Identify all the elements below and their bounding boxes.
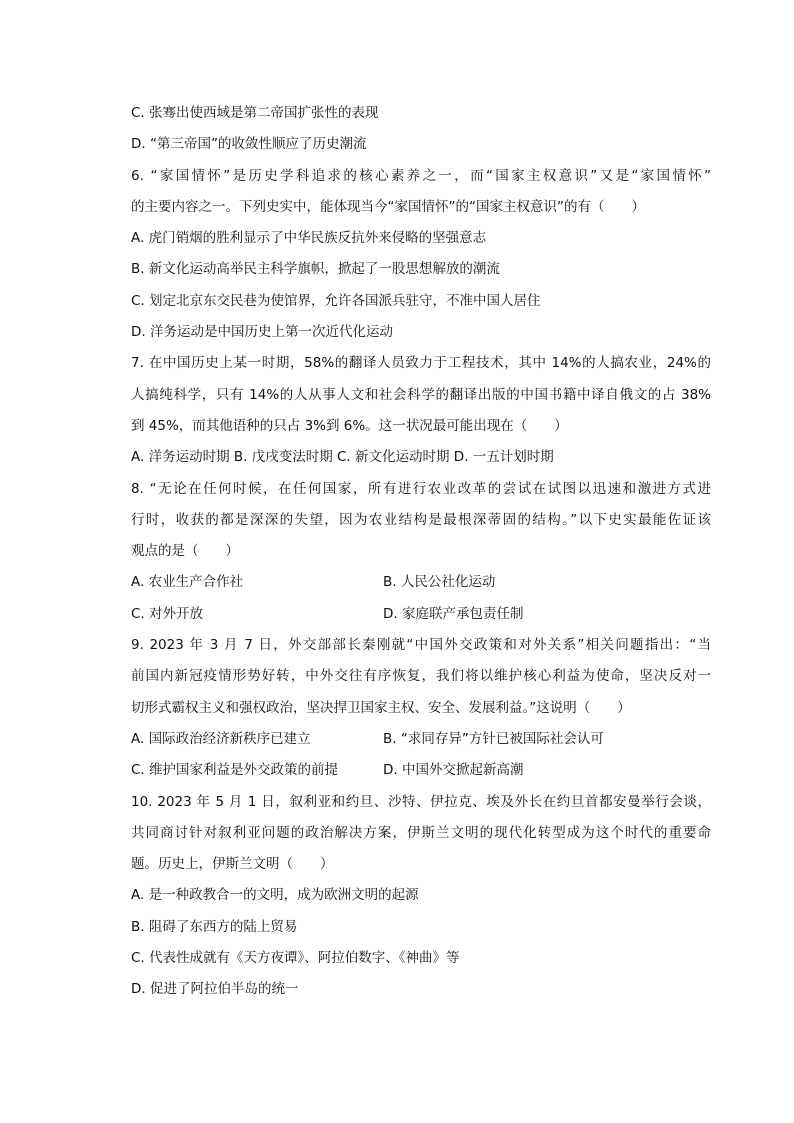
q8-stem-line-3: 观点的是（ ）: [131, 543, 239, 560]
q10-option-a: A. 是一种政教合一的文明，成为欧洲文明的起源: [131, 887, 419, 904]
q10-option-b: B. 阻碍了东西方的陆上贸易: [131, 918, 298, 935]
q6-option-d: D. 洋务运动是中国历史上第一次近代化运动: [131, 324, 393, 341]
q8-option-a: A. 农业生产合作社: [131, 574, 244, 591]
q8-option-c: C. 对外开放: [131, 605, 204, 622]
q9-option-b: B. “求同存异”方针已被国际社会认可: [383, 730, 604, 747]
q7-options: A. 洋务运动时期 B. 戊戌变法时期 C. 新文化运动时期 D. 一五计划时期: [131, 449, 554, 466]
q7-stem-line-1: 7. 在中国历史上某一时期，58%的翻译人员致力于工程技术，其中 14%的人搞农业，24%的: [131, 355, 711, 372]
q9-stem-line-2: 前国内新冠疫情形势好转，中外交往有序恢复，我们将以维护核心利益为使命，坚决反对一: [131, 668, 711, 685]
q10-option-d: D. 促进了阿拉伯半岛的统一: [131, 981, 299, 998]
q10-stem-line-1: 10. 2023 年 5 月 1 日，叙利亚和约旦、沙特、伊拉克、埃及外长在约旦首都安曼举行会谈，: [131, 793, 711, 810]
q8-options-row-1: [131, 567, 711, 598]
q9-stem-line-3: 切形式霸权主义和强权政治，坚决捍卫国家主权、安全、发展利益。”这说明（ ）: [131, 699, 631, 716]
q7-stem-line-2: 人搞纯科学，只有 14%的人从事人文和社会科学的翻译出版的中国书籍中译自俄文的占 38%: [131, 386, 711, 403]
q6-stem-line-1: 6. “家国情怀”是历史学科追求的核心素养之一，而“国家主权意识”又是“家国情怀”: [131, 167, 711, 184]
q6-option-a: A. 虎门销烟的胜利显示了中华民族反抗外来侵略的坚强意志: [131, 230, 487, 247]
q7-stem-line-3: 到 45%，而其他语种的只占 3%到 6%。这一状况最可能出现在（ ）: [131, 417, 568, 434]
q8-stem-line-2: 行时，收获的都是深深的失望，因为农业结构是最根深蒂固的结构。”以下史实最能佐证该: [131, 511, 711, 528]
q5-option-d: D. “第三帝国”的收敛性顺应了历史潮流: [131, 136, 367, 153]
q9-option-d: D. 中国外交掀起新高潮: [383, 762, 524, 779]
q10-option-c: C. 代表性成就有《天方夜谭》、阿拉伯数字、《神曲》等: [131, 950, 460, 967]
q9-option-c: C. 维护国家利益是外交政策的前提: [131, 762, 339, 779]
q8-options-row-2: [131, 599, 711, 630]
q6-option-b: B. 新文化运动高举民主科学旗帜，掀起了一股思想解放的潮流: [131, 261, 500, 278]
q9-options-row-2: [131, 755, 711, 786]
q9-stem-line-1: 9. 2023 年 3 月 7 日，外交部部长秦刚就“中国外交政策和对外关系”相关问题指出：“当: [131, 637, 711, 654]
q9-option-a: A. 国际政治经济新秩序已建立: [131, 730, 311, 747]
document-content: [131, 98, 711, 1006]
q6-option-c: C. 划定北京东交民巷为使馆界，允许各国派兵驻守，不准中国人居住: [131, 292, 541, 309]
q10-stem-line-2: 共同商讨针对叙利亚问题的政治解决方案，伊斯兰文明的现代化转型成为这个时代的重要命: [131, 824, 711, 841]
q6-stem-line-2: 的主要内容之一。下列史实中，能体现当今“家国情怀”的“国家主权意识”的有（ ）: [131, 198, 645, 215]
q8-option-b: B. 人民公社化运动: [383, 574, 496, 591]
q10-stem-line-3: 题。历史上，伊斯兰文明（ ）: [131, 856, 334, 873]
q8-stem-line-1: 8. “无论在任何时候，在任何国家，所有进行农业改革的尝试在试图以迅速和激进方式进: [131, 480, 711, 497]
q9-options-row-1: [131, 724, 711, 755]
q5-option-c: C. 张骞出使西域是第二帝国扩张性的表现: [131, 105, 379, 121]
q8-option-d: D. 家庭联产承包责任制: [383, 605, 524, 622]
